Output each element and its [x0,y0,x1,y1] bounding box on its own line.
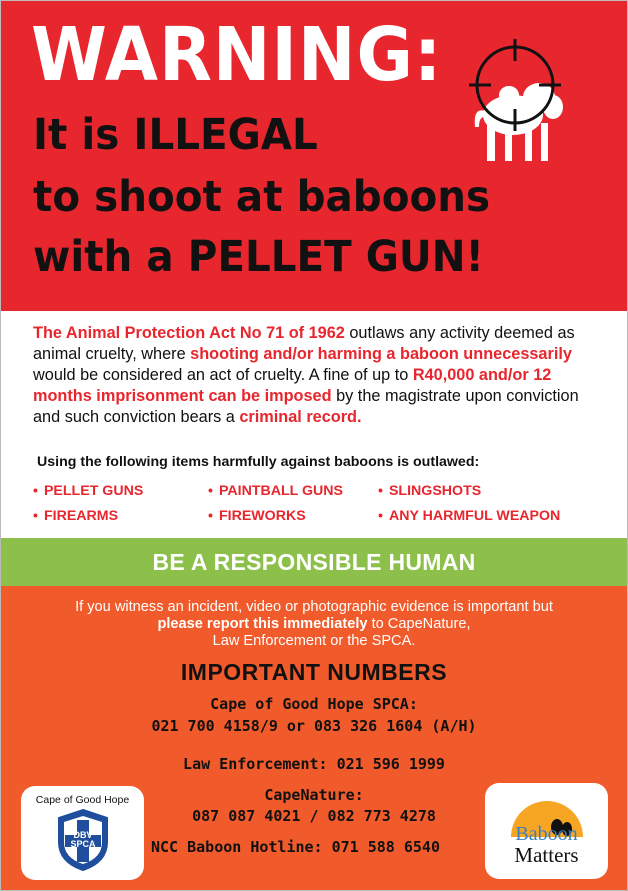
slogan-text: BE A RESPONSIBLE HUMAN [152,549,476,575]
headline-line-2: to shoot at baboons [33,172,491,222]
ncc-hotline-number: NCC Baboon Hotline: 071 588 6540 [151,838,440,856]
headline-line-1: It is ILLEGAL [33,110,318,160]
harm-text: shooting and/or harming a baboon unnecessarily [190,345,572,363]
outlawed-items-list [33,483,613,533]
baboon-crosshair-icon [469,37,579,167]
warning-header-band [1,1,627,311]
record-text: criminal record. [239,408,362,426]
fine-text: R40,000 and/or 12 months imprisonment can be imposed [33,366,552,405]
list-item: • PAINTBALL GUNS [208,483,343,499]
numbers-title: IMPORTANT NUMBERS [180,659,448,685]
spca-badge-text-2: SPCA [70,839,96,849]
law-text-2: would be considered an act of cruelty. A fine of up to [33,366,413,384]
spca-logo-caption: Cape of Good Hope [35,794,130,806]
law-paragraph [33,323,603,428]
list-item: • ANY HARMFUL WEAPON [378,508,560,524]
list-item: • SLINGSHOTS [378,483,481,499]
act-name: The Animal Protection Act No 71 of 1962 [33,324,345,342]
spca-label: Cape of Good Hope SPCA: [210,695,418,713]
report-line-3: Law Enforcement or the SPCA. [212,633,416,649]
law-text-3: by the magistrate upon conviction and such conviction bears a [33,387,579,426]
list-item: • FIREWORKS [208,508,306,524]
list-item: • PELLET GUNS [33,483,143,499]
report-line-1: If you witness an incident, video or photographic evidence is important but [75,599,553,615]
baboon-matters-logo [485,783,608,879]
capenature-label: CapeNature: [264,786,364,804]
spca-numbers: 021 700 4158/9 or 083 326 1604 (A/H) [151,717,477,735]
report-instructions [1,599,627,650]
spca-shield-icon [55,808,111,872]
law-text-1: outlaws any activity deemed as animal cruelty, where [33,324,575,363]
baboon-matters-word-1: Baboon [515,823,578,845]
outlawed-heading: Using the following items harmfully against baboons is outlawed: [37,454,480,470]
law-enforcement-number: Law Enforcement: 021 596 1999 [183,755,445,773]
report-line-2: to CapeNature, [367,616,471,632]
report-emphasis: please report this immediately [157,616,368,632]
warning-title: WARNING: [31,12,443,98]
spca-badge-text-1: DBV [73,830,93,840]
baboon-matters-word-2: Matters [514,843,579,867]
slogan-band [1,538,627,586]
spca-logo [21,786,144,880]
capenature-numbers: 087 087 4021 / 082 773 4278 [192,807,436,825]
headline-line-3: with a PELLET GUN! [33,232,484,282]
list-item: • FIREARMS [33,508,118,524]
